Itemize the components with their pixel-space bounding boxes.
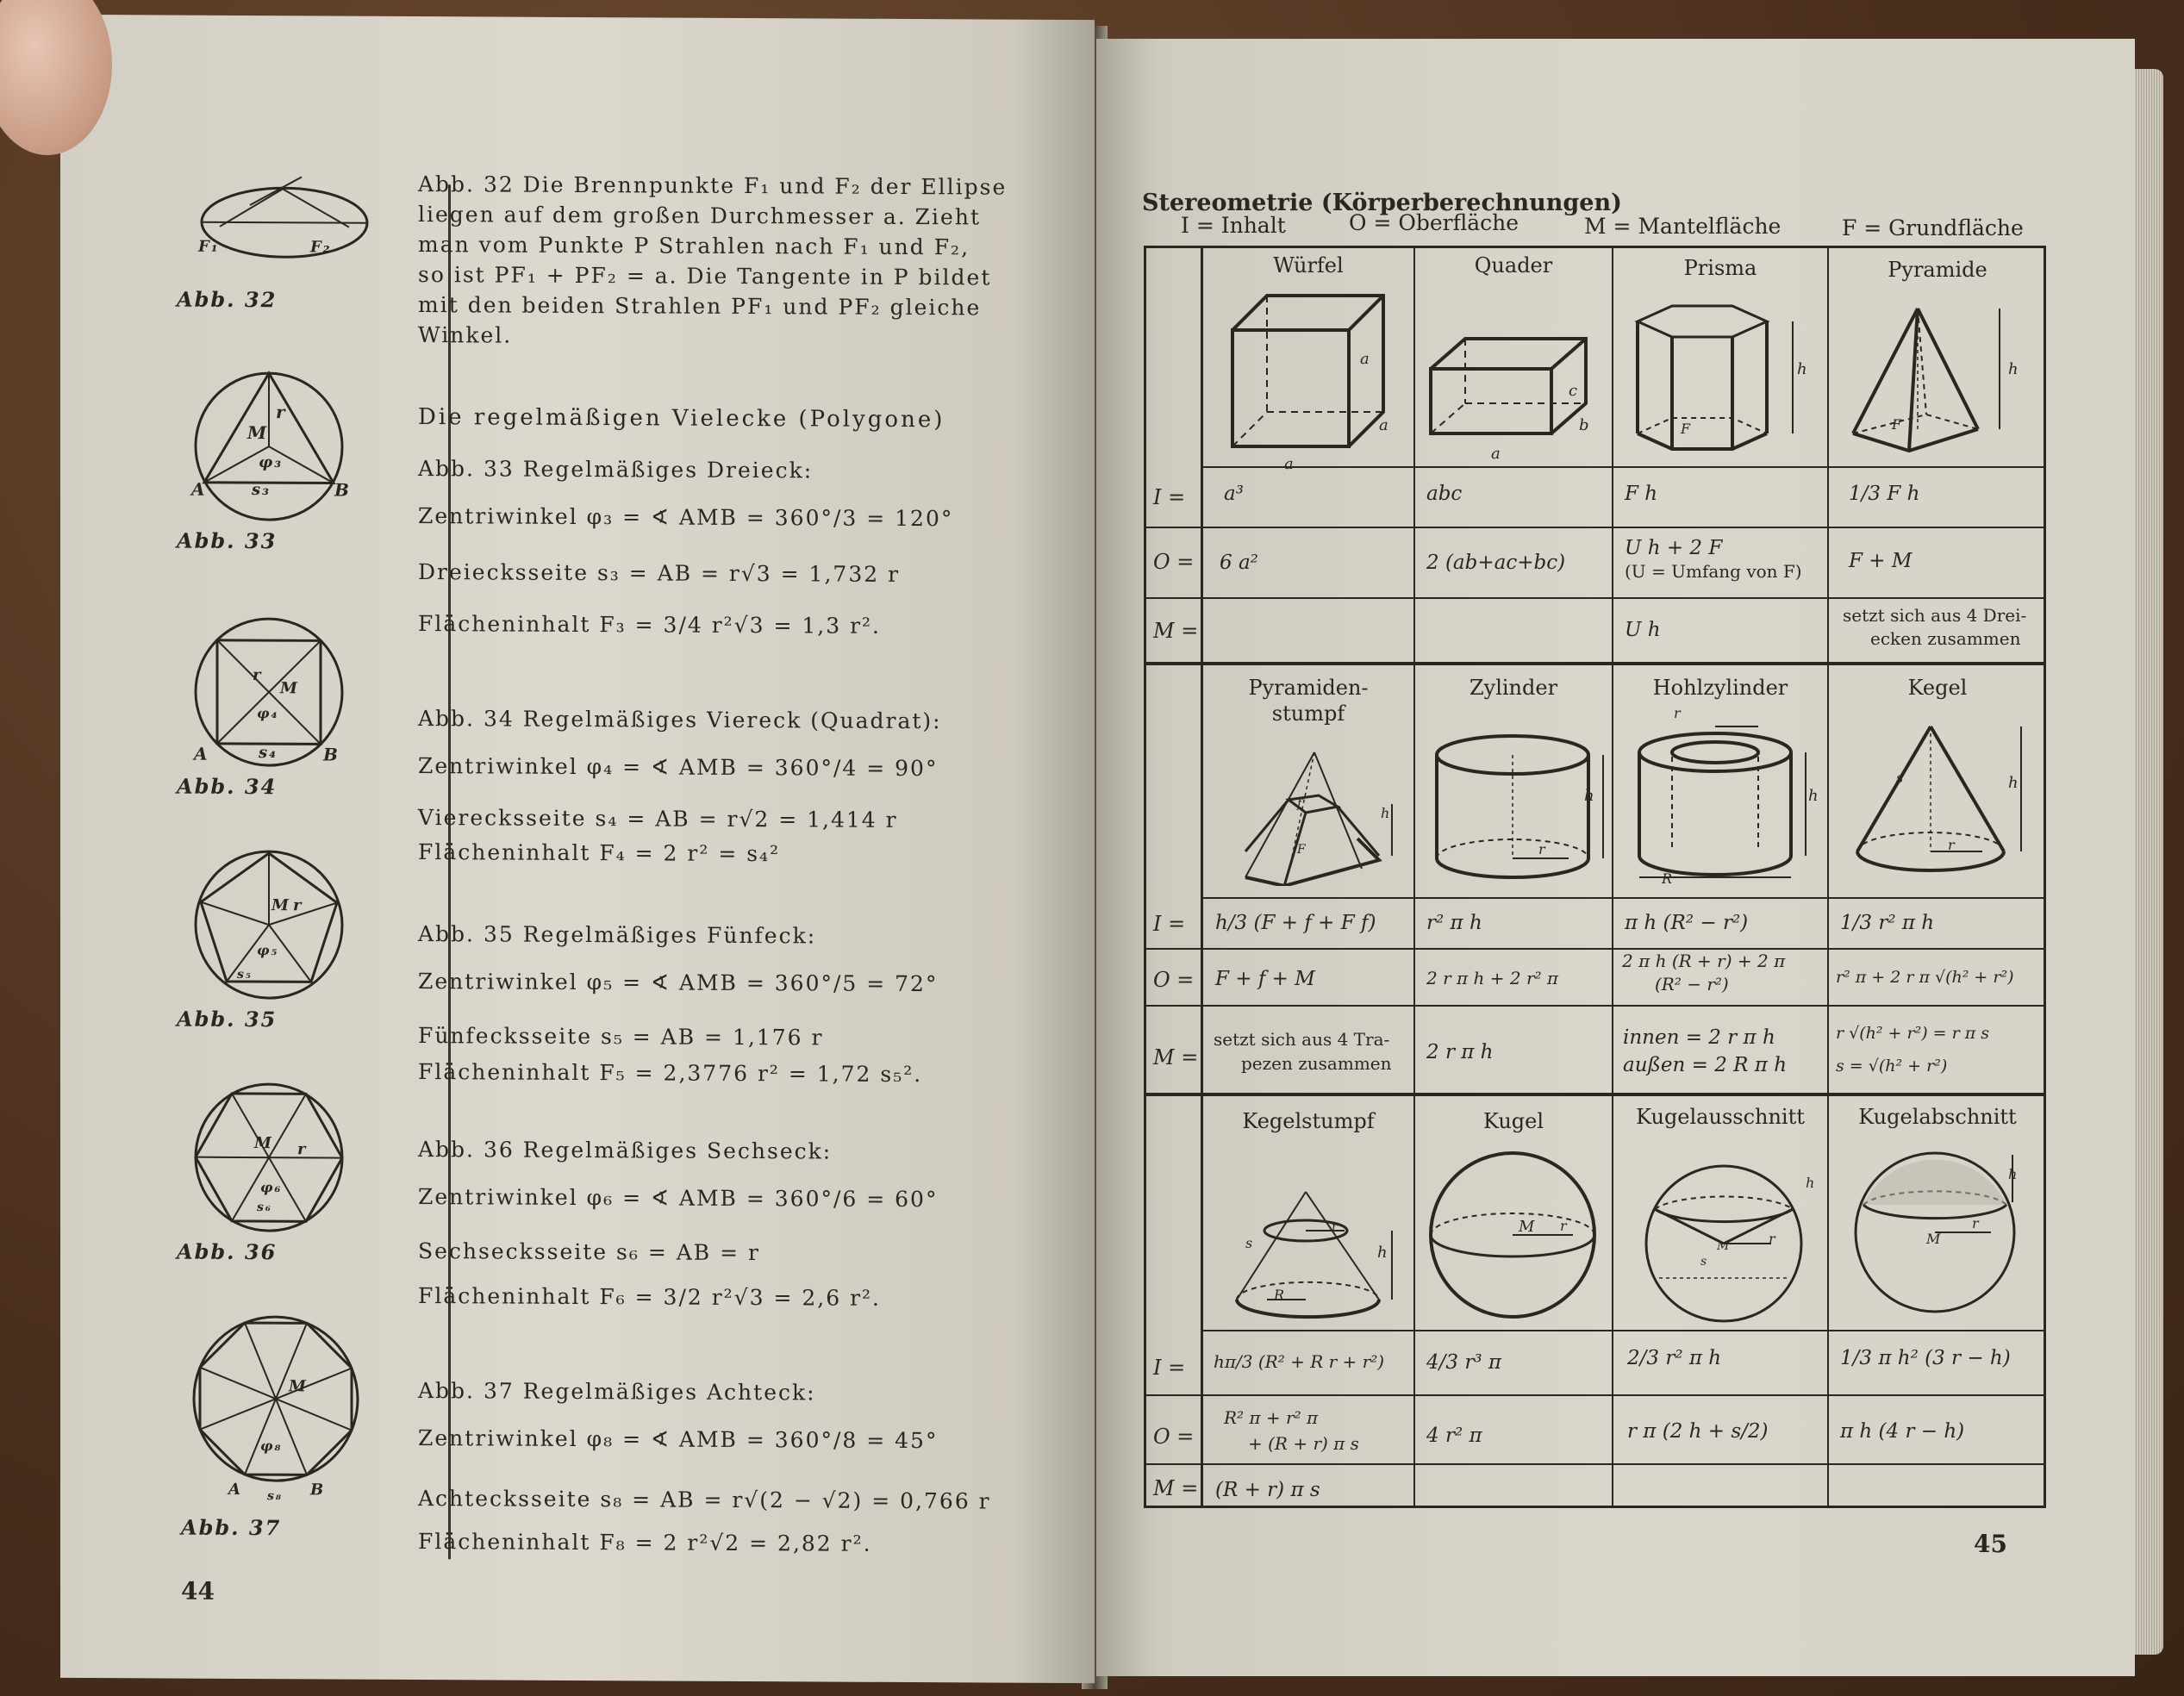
cone-dim-s: s <box>1896 770 1904 786</box>
row2-O-bottom <box>1146 1005 2044 1007</box>
kugelabschnitt-I: 1/3 π h² (3 r − h) <box>1840 1347 2011 1369</box>
fpyr-dim-F: F <box>1297 843 1306 857</box>
fig34-r: r <box>253 666 263 685</box>
fig34-s: s₄ <box>259 744 278 763</box>
title-kugel: Kugel <box>1482 1109 1544 1133</box>
ssector-dim-s: s <box>1700 1255 1707 1269</box>
abb33-line-3: Flächeninhalt F₃ = 3/4 r²√3 = 1,3 r². <box>418 611 882 639</box>
cone-dim-r: r <box>1948 837 1955 853</box>
stereometry-table <box>1144 246 2046 1508</box>
kegelstumpf-I: hπ/3 (R² + R r + r²) <box>1214 1351 1385 1372</box>
row3-O-bottom <box>1146 1463 2044 1465</box>
title-quader: Quader <box>1474 253 1553 277</box>
prism-dim-h: h <box>1797 360 1807 378</box>
fig33-A: A <box>191 478 207 500</box>
caption-abb36: Abb. 36 <box>177 1238 278 1265</box>
pstumpf-I: h/3 (F + f + F f) <box>1215 912 1376 934</box>
abb36-line-2: Sechsecksseite s₆ = AB = r <box>418 1238 760 1266</box>
kugel-I: 4/3 r³ π <box>1426 1351 1501 1374</box>
caption-abb37: Abb. 37 <box>181 1514 282 1541</box>
fig35-s: s₅ <box>237 967 253 982</box>
block2-bottom <box>1146 1093 2044 1096</box>
row2-fig-bottom <box>1203 897 2044 899</box>
abb36-title: Abb. 36 Regelmäßiges Sechseck: <box>418 1137 833 1164</box>
title-kugelausschnitt: Kugelausschnitt <box>1636 1105 1805 1129</box>
row-label-column <box>1146 248 1203 1506</box>
caption-abb35: Abb. 35 <box>177 1006 278 1032</box>
fig34-A: A <box>194 743 209 764</box>
pyramide-O: F + M <box>1849 550 1913 572</box>
kegel-M-1: r √(h² + r²) = r π s <box>1836 1024 1990 1043</box>
fig33-M: M <box>247 421 269 444</box>
zylinder-I: r² π h <box>1426 912 1482 934</box>
col-divider-2 <box>1612 248 1613 1506</box>
wuerfel-I: a³ <box>1224 483 1244 505</box>
fcone-dim-s: s <box>1245 1235 1253 1251</box>
row1-I-bottom <box>1146 527 2044 528</box>
quader-I: abc <box>1426 483 1463 505</box>
label-O-2: O = <box>1153 968 1195 992</box>
prisma-M: U h <box>1625 619 1661 641</box>
label-I-2: I = <box>1153 912 1186 936</box>
hohlzylinder-O: 2 π h (R + r) + 2 π <box>1622 951 1786 971</box>
abb36-line-1: Zentriwinkel φ₆ = ∢ AMB = 360°/6 = 60° <box>418 1184 939 1213</box>
prism-dim-F: F <box>1681 421 1691 437</box>
kegel-I: 1/3 r² π h <box>1840 912 1935 934</box>
kugelausschnitt-O: r π (2 h + s/2) <box>1627 1420 1769 1443</box>
fig37-B: B <box>310 1481 326 1500</box>
fig37-s: s₈ <box>267 1489 284 1504</box>
kugelabschnitt-O: π h (4 r − h) <box>1840 1420 1965 1443</box>
abb32-line-6: Winkel. <box>418 322 513 348</box>
page-number-right: 45 <box>1974 1530 2007 1558</box>
hcyl-dim-r: r <box>1674 705 1681 721</box>
label-M-3: M = <box>1153 1476 1199 1500</box>
scap-dim-M: M <box>1926 1231 1941 1247</box>
hohlzylinder-O-2: (R² − r²) <box>1655 974 1729 995</box>
pyramide-M-2: ecken zusammen <box>1870 628 2021 649</box>
prisma-O: U h + 2 F <box>1625 537 1723 559</box>
title-kugelabschnitt: Kugelabschnitt <box>1858 1105 2017 1129</box>
title-pyramide: Pyramide <box>1888 258 1987 282</box>
cone-dim-h: h <box>2008 774 2019 792</box>
ellipse-figure <box>181 175 422 288</box>
pyramide-M-1: setzt sich aus 4 Drei- <box>1843 605 2027 626</box>
abb33-title: Abb. 33 Regelmäßiges Dreieck: <box>418 456 814 483</box>
abb34-title: Abb. 34 Regelmäßiges Viereck (Quadrat): <box>418 706 942 734</box>
col-divider-1 <box>1413 248 1415 1506</box>
hcyl-dim-R: R <box>1662 870 1673 887</box>
legend-inhalt: I = Inhalt <box>1181 213 1286 238</box>
label-O-1: O = <box>1153 550 1195 574</box>
abb35-line-1: Zentriwinkel φ₅ = ∢ AMB = 360°/5 = 72° <box>418 969 939 997</box>
sphere-dim-M: M <box>1519 1218 1535 1236</box>
abb35-title: Abb. 35 Regelmäßiges Fünfeck: <box>418 921 817 949</box>
abb36-line-3: Flächeninhalt F₆ = 3/2 r²√3 = 2,6 r². <box>418 1283 882 1311</box>
abb35-line-3: Flächeninhalt F₅ = 2,3776 r² = 1,72 s₅². <box>418 1059 923 1088</box>
legend-oberflaeche: O = Oberfläche <box>1349 210 1519 235</box>
cyl-dim-r: r <box>1538 841 1545 857</box>
fig33-B: B <box>334 479 351 501</box>
hollow-cylinder-drawing <box>1629 718 1819 894</box>
cone-drawing <box>1853 722 2034 885</box>
row2-I-bottom <box>1146 948 2044 950</box>
fig33-phi: φ₃ <box>259 453 284 472</box>
title-hohlzylinder: Hohlzylinder <box>1652 676 1788 700</box>
wuerfel-O: 6 a² <box>1220 552 1258 574</box>
ssector-dim-h: h <box>1806 1175 1815 1191</box>
fcone-dim-R: R <box>1274 1287 1285 1303</box>
abb34-line-1: Zentriwinkel φ₄ = ∢ AMB = 360°/4 = 90° <box>418 753 939 782</box>
fig36-M: M <box>254 1134 273 1153</box>
fig35-r: r <box>293 896 303 915</box>
pyramide-I: 1/3 F h <box>1849 483 1920 505</box>
label-O-3: O = <box>1153 1425 1195 1449</box>
row3-I-bottom <box>1146 1394 2044 1396</box>
quader-O: 2 (ab+ac+bc) <box>1426 552 1566 574</box>
fpyr-dim-h: h <box>1381 805 1390 821</box>
cuboid-dim-a: a <box>1491 445 1501 463</box>
caption-abb33: Abb. 33 <box>177 527 278 554</box>
fig37-M: M <box>289 1377 308 1396</box>
abb37-line-2: Achtecksseite s₈ = AB = r√(2 − √2) = 0,766 r <box>418 1486 991 1514</box>
kegel-O: r² π + 2 r π √(h² + r²) <box>1836 968 2014 987</box>
abb33-line-2: Dreiecksseite s₃ = AB = r√3 = 1,732 r <box>418 559 901 587</box>
focus1-label: F₁ <box>198 237 220 256</box>
col-divider-3 <box>1827 248 1829 1506</box>
cuboid-dim-b: b <box>1579 416 1589 434</box>
fig34-phi: φ₄ <box>257 705 279 722</box>
row1-O-bottom <box>1146 597 2044 599</box>
kegelstumpf-M: (R + r) π s <box>1215 1479 1320 1501</box>
cube-drawing <box>1228 291 1401 458</box>
fig34-M: M <box>280 679 299 698</box>
pentagon-figure <box>190 843 353 1007</box>
abb32-line-5: mit den beiden Strahlen PF₁ und PF₂ gleiche <box>418 292 982 321</box>
hexagon-figure <box>190 1076 353 1240</box>
fig33-s: s₃ <box>252 481 271 500</box>
title-wuerfel: Würfel <box>1273 253 1344 277</box>
fig36-r: r <box>297 1140 308 1159</box>
hohlzylinder-I: π h (R² − r²) <box>1625 912 1749 934</box>
stereometry-title: Stereometrie (Körperberechnungen) <box>1142 190 1622 216</box>
fpyr-dim-f: f <box>1297 797 1302 811</box>
abb37-line-3: Flächeninhalt F₈ = 2 r²√2 = 2,82 r². <box>418 1529 872 1556</box>
section-heading: Die regelmäßigen Vielecke (Polygone) <box>418 404 945 433</box>
pstumpf-M-2: pezen zusammen <box>1241 1053 1392 1074</box>
triangle-figure <box>190 365 353 529</box>
abb32-line-4: so ist PF₁ + PF₂ = a. Die Tangente in P bildet <box>418 262 992 290</box>
abb32-line-1: Abb. 32 Die Brennpunkte F₁ und F₂ der Ellipse <box>418 171 1008 200</box>
abb37-title: Abb. 37 Regelmäßiges Achteck: <box>418 1378 816 1406</box>
block1-bottom <box>1146 662 2044 665</box>
fcone-dim-h: h <box>1377 1244 1388 1262</box>
fig35-M: M <box>271 896 290 915</box>
prism-drawing <box>1629 296 1819 463</box>
abb37-line-1: Zentriwinkel φ₈ = ∢ AMB = 360°/8 = 45° <box>418 1425 939 1454</box>
cube-dim-a3: a <box>1379 416 1388 434</box>
fig33-r: r <box>276 402 287 423</box>
sphere-drawing <box>1426 1149 1599 1325</box>
cube-dim-a1: a <box>1284 455 1294 473</box>
octagon-figure <box>190 1313 362 1486</box>
fig34-B: B <box>323 744 340 765</box>
left-page <box>60 15 1095 1683</box>
hcyl-dim-h: h <box>1808 787 1819 805</box>
focus2-label: F₂ <box>310 238 332 257</box>
title-zylinder: Zylinder <box>1469 676 1558 700</box>
legend-mantelflaeche: M = Mantelfläche <box>1584 214 1782 239</box>
fig37-A: A <box>228 1480 242 1499</box>
title-kegelstumpf: Kegelstumpf <box>1242 1109 1375 1133</box>
kegel-M-2: s = √(h² + r²) <box>1836 1057 1948 1076</box>
hohlzylinder-M-2: außen = 2 R π h <box>1623 1054 1788 1076</box>
page-number-left: 44 <box>181 1576 215 1606</box>
caption-abb34: Abb. 34 <box>177 773 278 800</box>
title-kegel: Kegel <box>1907 676 1968 700</box>
abb32-line-2: liegen auf dem großen Durchmesser a. Zieht <box>418 202 981 230</box>
cuboid-dim-c: c <box>1569 382 1578 400</box>
abb34-line-2: Vierecksseite s₄ = AB = r√2 = 1,414 r <box>418 805 898 832</box>
kegelstumpf-O-2: + (R + r) π s <box>1248 1433 1359 1454</box>
hohlzylinder-M-1: innen = 2 r π h <box>1623 1026 1775 1049</box>
kugel-O: 4 r² π <box>1426 1425 1482 1447</box>
title-prisma: Prisma <box>1683 256 1757 280</box>
label-M-1: M = <box>1153 619 1199 643</box>
kugelausschnitt-I: 2/3 r² π h <box>1627 1347 1722 1369</box>
pstumpf-O: F + f + M <box>1215 968 1315 990</box>
abb34-line-3: Flächeninhalt F₄ = 2 r² = s₄² <box>418 839 781 867</box>
pyramid-drawing <box>1849 304 2021 458</box>
pstumpf-M-1: setzt sich aus 4 Tra- <box>1214 1029 1390 1050</box>
fig36-phi: φ₆ <box>260 1179 283 1196</box>
zylinder-O: 2 r π h + 2 r² π <box>1426 968 1559 988</box>
fig37-phi: φ₈ <box>260 1437 283 1455</box>
label-I-3: I = <box>1153 1356 1186 1380</box>
fig35-phi: φ₅ <box>257 942 279 959</box>
prisma-O-note: (U = Umfang von F) <box>1625 561 1802 582</box>
label-M-2: M = <box>1153 1045 1199 1069</box>
kegelstumpf-O-1: R² π + r² π <box>1224 1407 1319 1428</box>
title-pyramidenstumpf-2: stumpf <box>1271 701 1345 726</box>
fcone-dim-r: r <box>1332 1220 1338 1234</box>
column-divider <box>448 184 451 1559</box>
row3-fig-bottom <box>1203 1330 2044 1331</box>
label-I-1: I = <box>1153 485 1186 509</box>
prisma-I: F h <box>1625 483 1658 505</box>
cyl-dim-h: h <box>1584 787 1594 805</box>
cube-dim-a2: a <box>1360 350 1370 368</box>
sphere-dim-r: r <box>1560 1218 1567 1234</box>
scap-dim-h: h <box>2008 1166 2018 1182</box>
abb35-line-2: Fünfecksseite s₅ = AB = 1,176 r <box>418 1023 824 1051</box>
row1-fig-bottom <box>1203 466 2044 468</box>
pyramid-dim-F: F <box>1892 416 1902 433</box>
abb32-line-3: man vom Punkte P Strahlen nach F₁ und F₂, <box>418 232 970 260</box>
legend-grundflaeche: F = Grundfläche <box>1842 215 2024 240</box>
abb33-line-1: Zentriwinkel φ₃ = ∢ AMB = 360°/3 = 120° <box>418 503 954 532</box>
ssector-dim-M: M <box>1717 1239 1730 1253</box>
scap-dim-r: r <box>1972 1215 1979 1231</box>
zylinder-M: 2 r π h <box>1426 1041 1494 1063</box>
fig36-s: s₆ <box>257 1200 273 1215</box>
caption-abb32: Abb. 32 <box>177 286 278 313</box>
ssector-dim-r: r <box>1769 1231 1775 1247</box>
title-pyramidenstumpf-1: Pyramiden- <box>1248 676 1369 700</box>
pyramid-dim-h: h <box>2008 360 2019 378</box>
cylinder-drawing <box>1431 731 1612 889</box>
